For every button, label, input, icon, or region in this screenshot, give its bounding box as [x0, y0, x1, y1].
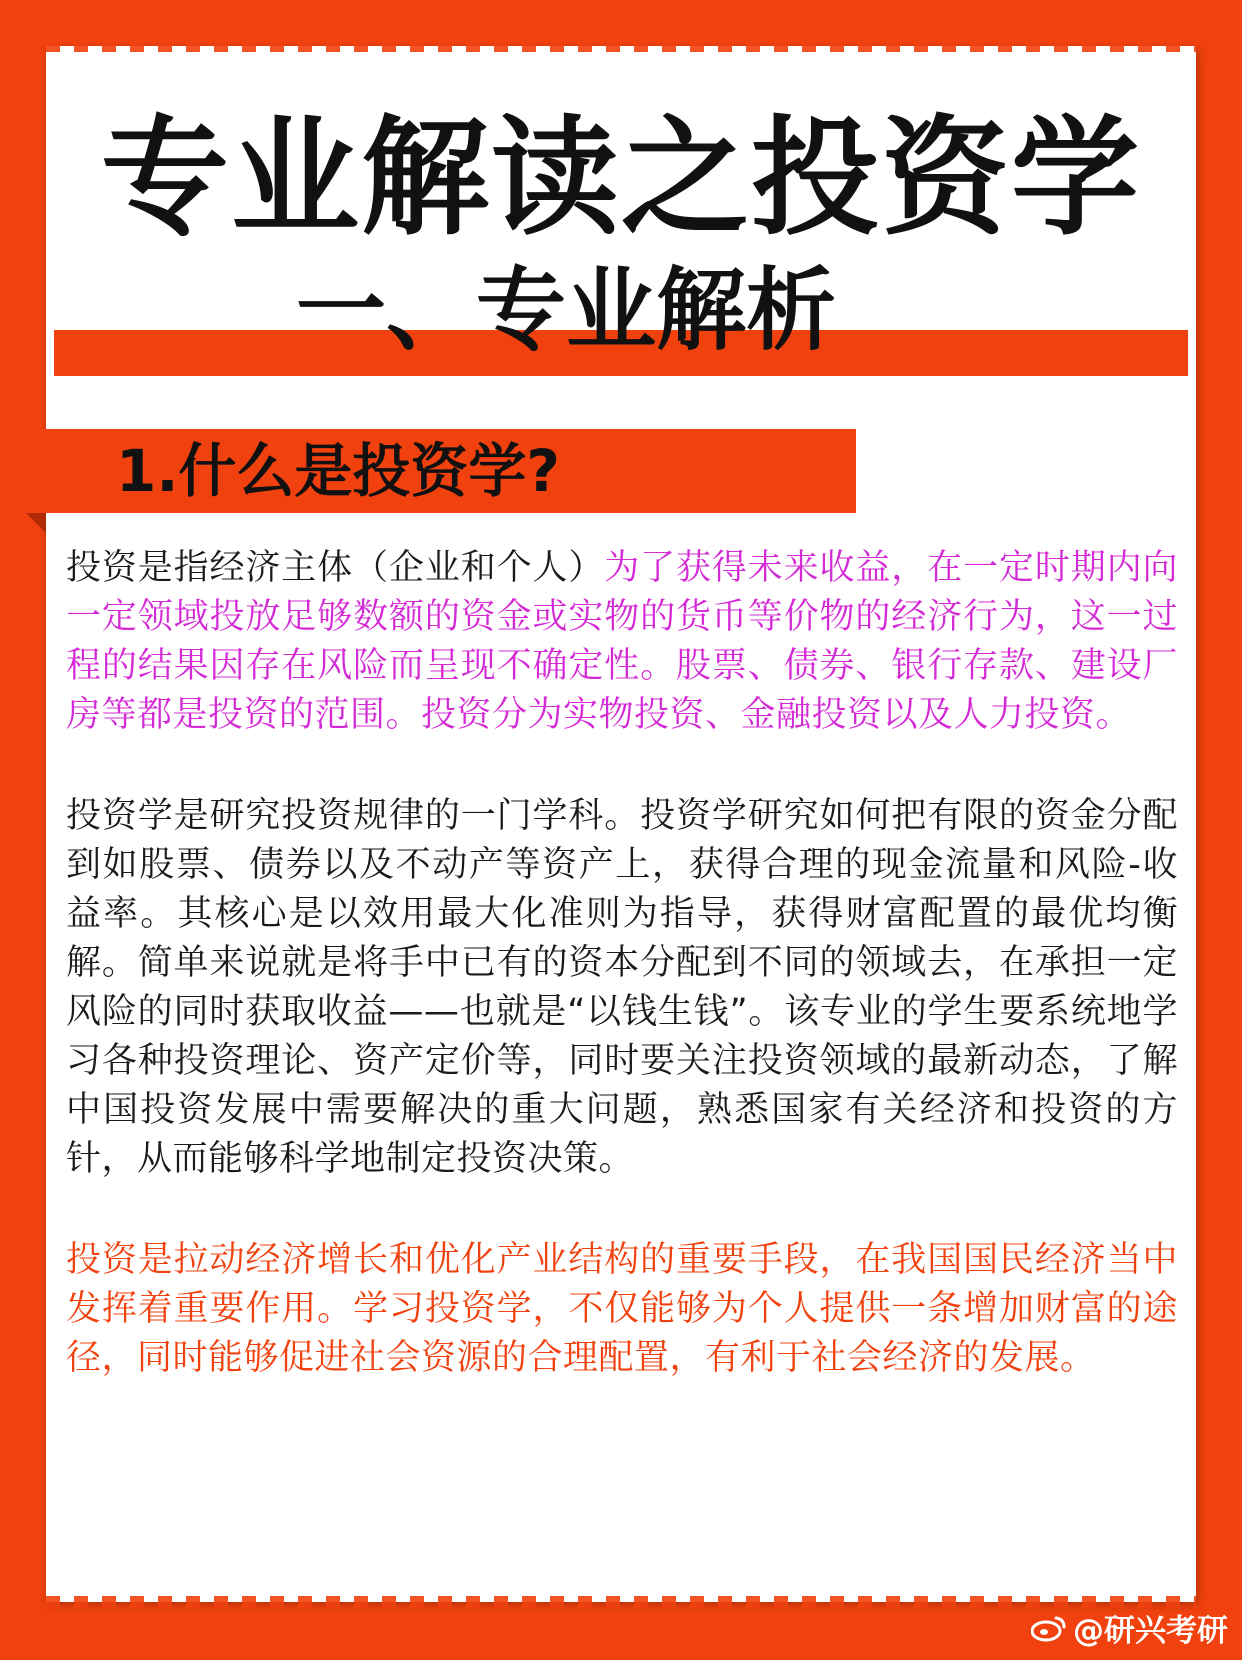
weibo-icon	[1031, 1614, 1067, 1642]
paragraph-definition-highlight: 为了获得未来收益，在一定时期内向一定领域投放足够数额的资金或实物的货币等价物的经济行为，这一过程的结果因存在风险而呈现不确定性。股票、债券、银行存款、建设厂房等都是投资的范围。投资分为实物投资、金融投资以及人力投资。	[66, 548, 1178, 735]
question-heading: 1.什么是投资学?	[116, 437, 561, 505]
paragraph-definition	[66, 544, 1178, 740]
question-banner-fold	[26, 513, 46, 533]
paragraph-definition-intro: 投资是指经济主体（企业和个人）	[66, 548, 605, 588]
paragraph-discipline: 投资学是研究投资规律的一门学科。投资学研究如何把有限的资金分配到如股票、债券以及不动产等资产上，获得合理的现金流量和风险-收益率。其核心是以效用最大化准则为指导，获得财富配置的最优均衡解。简单来说就是将手中已有的资本分配到不同的领域去，在承担一定风险的同时获取收益——也就是“以钱生钱”。该专业的学生要系统地学习各种投资理论、资产定价等，同时要关注投资领域的最新动态，了解中国投资发展中需要解决的重大问题，熟悉国家有关经济和投资的方针，从而能够科学地制定投资决策。	[66, 796, 1178, 1179]
paper-top-edge	[46, 40, 1196, 52]
paper-bottom-edge	[46, 1596, 1196, 1608]
watermark	[1031, 1605, 1228, 1650]
paragraph-importance: 投资是拉动经济增长和优化产业结构的重要手段，在我国国民经济当中发挥着重要作用。学习投资学，不仅能够为个人提供一条增加财富的途径，同时能够促进社会资源的合理配置，有利于社会经济的发展。	[66, 1240, 1178, 1378]
page-title: 专业解读之投资学	[100, 104, 1141, 253]
watermark-text: @研兴考研	[1073, 1613, 1228, 1649]
section-title: 一、专业解析	[296, 258, 836, 363]
paper-card	[46, 46, 1196, 1602]
article-body	[66, 544, 1178, 1435]
